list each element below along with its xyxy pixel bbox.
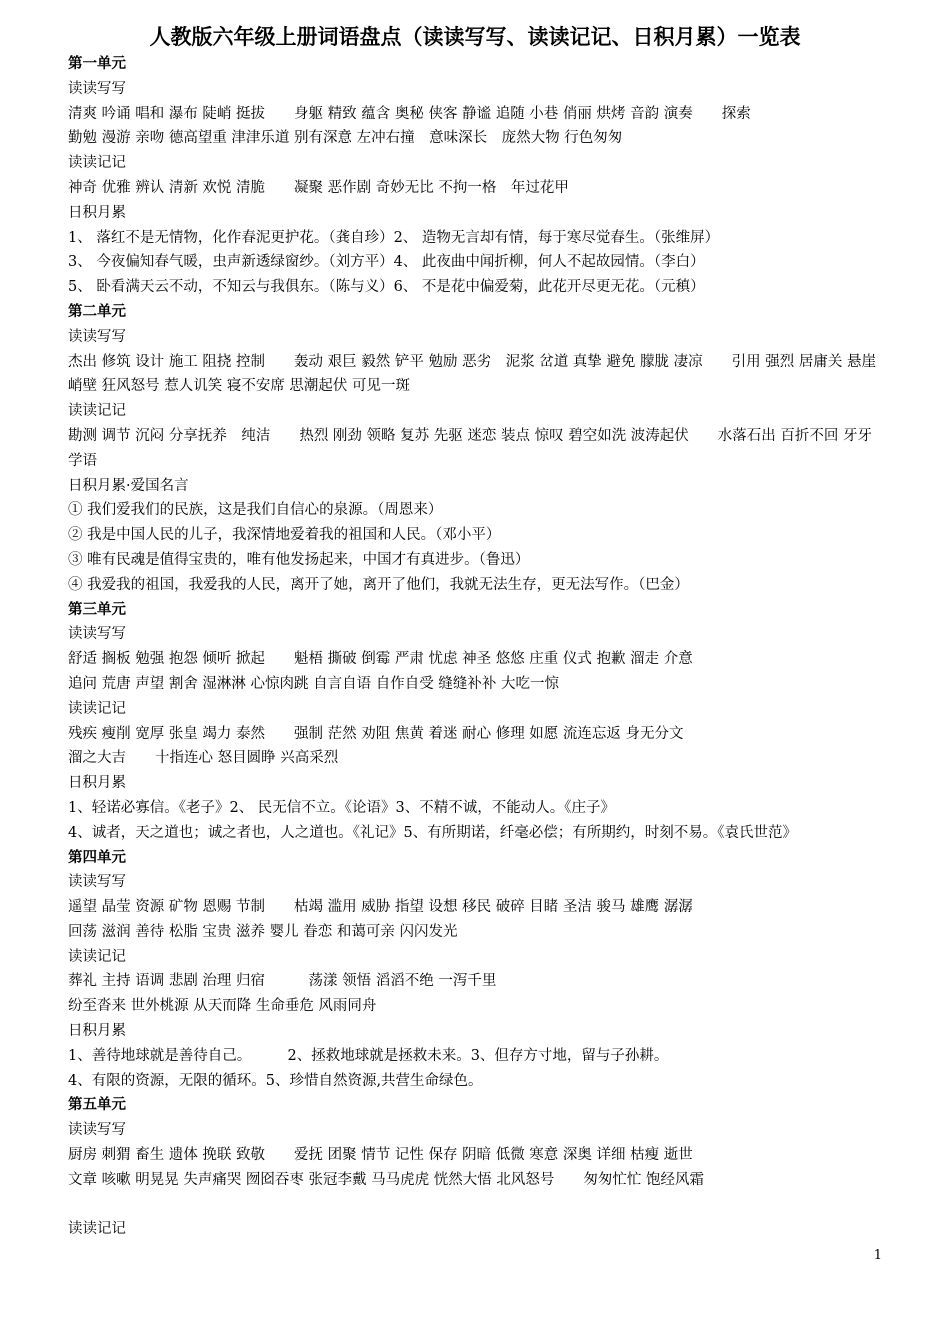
quote-line: ③ 唯有民魂是值得宝贵的，唯有他发扬起来，中国才有真进步。（鲁迅） xyxy=(68,551,530,568)
proverb-line: 4、诚者，天之道也；诚之者也，人之道也。《礼记》5、有所期诺，纤毫必偿；有所期约，时刻不易。《袁氏世范》 xyxy=(68,824,797,841)
section-label: 读读记记 xyxy=(68,155,126,172)
word-list: 纷至沓来 世外桃源 从天而降 生命垂危 风雨同舟 xyxy=(68,998,377,1015)
section-label: 读读记记 xyxy=(68,403,126,420)
unit-5-heading: 第五单元 xyxy=(68,1096,126,1114)
quote-line: ① 我们爱我们的民族，这是我们自信心的泉源。（周恩来） xyxy=(68,502,443,519)
section-label: 读读记记 xyxy=(68,1221,126,1238)
word-list: 舒适 搁板 勉强 抱怨 倾听 掀起 魁梧 撕破 倒霉 严肃 忧虑 神圣 悠悠 庄重 仪式 抱歉 溜走 介意 xyxy=(68,651,693,668)
section-label: 读读记记 xyxy=(68,948,126,965)
section-label: 读读记记 xyxy=(68,700,126,717)
word-list: 葬礼 主持 语调 悲剧 治理 归宿 荡漾 领悟 滔滔不绝 一泻千里 xyxy=(68,973,497,990)
section-label: 日积月累 xyxy=(68,775,126,792)
page-number: 1 xyxy=(873,1248,882,1263)
quote-line: ④ 我爱我的祖国，我爱我的人民，离开了她，离开了他们，我就无法生存，更无法写作。（巴金） xyxy=(68,576,689,593)
word-list: 追问 荒唐 声望 割舍 湿淋淋 心惊肉跳 自言自语 自作自受 缝缝补补 大吃一惊 xyxy=(68,675,559,692)
section-label: 读读写写 xyxy=(68,874,126,891)
section-label: 读读写写 xyxy=(68,626,126,643)
word-list: 溜之大吉 十指连心 怒目圆睁 兴高采烈 xyxy=(68,750,339,767)
section-label: 日积月累·爱国名言 xyxy=(68,477,189,494)
unit-3-heading: 第三单元 xyxy=(68,600,126,618)
section-label: 读读写写 xyxy=(68,80,126,97)
word-list: 遥望 晶莹 资源 矿物 恩赐 节制 枯竭 滥用 威胁 指望 设想 移民 破碎 目睹 圣洁 骏马 雄鹰 潺潺 xyxy=(68,899,693,916)
proverb-line: 4、有限的资源，无限的循环。5、珍惜自然资源,共营生命绿色。 xyxy=(68,1072,483,1089)
unit-1-heading: 第一单元 xyxy=(68,55,126,72)
section-label: 读读写写 xyxy=(68,328,126,345)
poem-line: 5、 卧看满天云不动，不知云与我俱东。（陈与义）6、 不是花中偏爱菊，此花开尽更无花。（元稹） xyxy=(68,279,705,296)
document-body xyxy=(68,52,884,1242)
word-list: 文章 咳嗽 明晃晃 失声痛哭 囫囵吞枣 张冠李戴 马马虎虎 恍然大悟 北风怒号 匆匆忙忙 饱经风霜 xyxy=(68,1171,704,1188)
proverb-line: 1、轻诺必寡信。《老子》2、 民无信不立。《论语》3、不精不诚，不能动人。《庄子》 xyxy=(68,799,616,816)
page-title: 人教版六年级上册词语盘点（读读写写、读读记记、日积月累）一览表 xyxy=(149,24,801,49)
poem-line: 3、 今夜偏知春气暖，虫声新透绿窗纱。（刘方平）4、 此夜曲中闻折柳，何人不起故园情。（李白） xyxy=(68,254,705,271)
section-label: 日积月累 xyxy=(68,204,126,221)
word-list: 勘测 调节 沉闷 分享抚养 纯洁 热烈 刚劲 领略 复苏 先驱 迷恋 装点 惊叹 碧空如洗 波涛起伏 水落石出 百折不回 牙牙学语 xyxy=(68,427,873,469)
word-list: 杰出 修筑 设计 施工 阻挠 控制 轰动 艰巨 毅然 铲平 勉励 恶劣 泥浆 岔道 真挚 避免 朦胧 凄凉 引用 强烈 居庸关 悬崖峭壁 狂风怒号 惹人讥笑 寝不安席 思潮起伏 可见一斑 xyxy=(68,353,876,395)
word-list: 厨房 刺猬 畜生 遗体 挽联 致敬 爱抚 团聚 情节 记性 保存 阴暗 低微 寒意 深奥 详细 枯瘦 逝世 xyxy=(68,1147,693,1164)
section-label: 日积月累 xyxy=(68,1023,126,1040)
section-label: 读读写写 xyxy=(68,1122,126,1139)
word-list: 回荡 滋润 善待 松脂 宝贵 滋养 婴儿 眷恋 和蔼可亲 闪闪发光 xyxy=(68,923,458,940)
word-list: 勤勉 漫游 亲吻 德高望重 津津乐道 别有深意 左冲右撞 意味深长 庞然大物 行色匆匆 xyxy=(68,130,623,147)
word-list: 神奇 优雅 辨认 清新 欢悦 清脆 凝聚 恶作剧 奇妙无比 不拘一格 年过花甲 xyxy=(68,179,569,196)
unit-2-heading: 第二单元 xyxy=(68,302,126,320)
word-list: 残疾 瘦削 宽厚 张皇 竭力 泰然 强制 茫然 劝阻 焦黄 着迷 耐心 修理 如愿 流连忘返 身无分文 xyxy=(68,725,684,742)
proverb-line: 1、善待地球就是善待自己。 2、拯救地球就是拯救未来。3、但存方寸地，留与子孙耕。 xyxy=(68,1047,669,1064)
blank-line xyxy=(68,1193,884,1218)
quote-line: ② 我是中国人民的儿子，我深情地爱着我的祖国和人民。（邓小平） xyxy=(68,527,501,544)
poem-line: 1、 落红不是无情物，化作春泥更护花。（龚自珍）2、 造物无言却有情，每于寒尽觉春生。（张维屏） xyxy=(68,229,720,246)
word-list: 清爽 吟诵 唱和 瀑布 陡峭 挺拔 身躯 精致 蕴含 奥秘 侠客 静谧 追随 小巷 俏丽 烘烤 音韵 演奏 探索 xyxy=(68,105,751,122)
unit-4-heading: 第四单元 xyxy=(68,848,126,866)
